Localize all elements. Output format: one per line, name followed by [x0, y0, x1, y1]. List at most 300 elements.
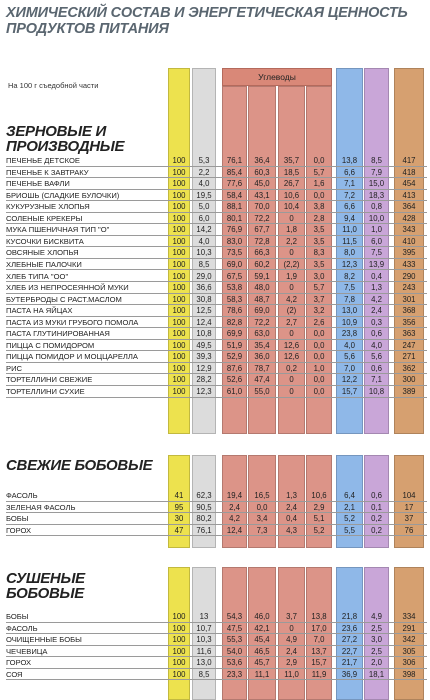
product-name: ПАСТА ГЛУТИНИРОВАННАЯ — [6, 329, 110, 339]
product-name: ПЕЧЕНЬЕ ДЕТСКОЕ — [6, 156, 80, 165]
cell-protein: 8,2 — [344, 271, 355, 281]
cell-starch: 72,2 — [254, 317, 270, 327]
cell-starch: 48,0 — [254, 283, 270, 293]
cell-reserve: 83,0 — [226, 236, 243, 246]
section-title: СВЕЖИЕ БОБОВЫЕ — [6, 457, 153, 474]
cell-water: 12,9 — [196, 363, 212, 373]
product-name: ГОРОХ — [6, 525, 32, 535]
cell-simple: 0 — [289, 375, 294, 385]
cell-protein: 11,0 — [342, 225, 357, 235]
cell-reserve: 53,8 — [226, 283, 243, 293]
cell-protein: 10,9 — [341, 317, 358, 327]
cell-fat: 5,6 — [371, 352, 382, 362]
cell-fat: 0,2 — [371, 525, 382, 535]
cell-water: 12,4 — [196, 317, 212, 327]
cell-simple: 12,6 — [283, 352, 300, 362]
cell-fiber: 10,6 — [311, 491, 327, 500]
cell-protein: 27,2 — [341, 635, 358, 645]
cell-kcal: 243 — [402, 283, 416, 293]
cell-protein: 6,6 — [344, 202, 355, 212]
cell-edible: 100 — [172, 658, 186, 668]
cell-edible: 100 — [172, 259, 186, 269]
cell-starch: 78,7 — [254, 363, 270, 373]
cell-reserve: 19,4 — [226, 491, 243, 500]
cell-simple: 0 — [289, 623, 294, 633]
cell-water: 5,0 — [198, 202, 210, 212]
cell-fiber: 1,6 — [313, 179, 325, 189]
cell-fiber: 3,8 — [313, 202, 325, 212]
table-row — [6, 374, 427, 386]
cell-simple: 2,9 — [286, 658, 297, 668]
cell-starch: 70,0 — [254, 202, 270, 212]
cell-fiber: 15,7 — [311, 658, 327, 668]
product-name: КУКУРУЗНЫЕ ХЛОПЬЯ — [6, 202, 90, 212]
cell-starch: 42,1 — [254, 623, 270, 633]
cell-water: 30,8 — [196, 294, 212, 304]
table-row — [6, 236, 427, 248]
cell-kcal: 454 — [402, 179, 416, 189]
cell-fiber: 17,0 — [311, 623, 327, 633]
cell-reserve: 76,1 — [226, 156, 243, 165]
table-row — [6, 623, 427, 635]
cell-edible: 95 — [174, 502, 184, 512]
cell-edible: 100 — [172, 190, 186, 200]
cell-simple: 0 — [289, 329, 294, 339]
cell-protein: 7,1 — [344, 179, 355, 189]
table-row — [6, 282, 427, 294]
cell-protein: 21,8 — [341, 612, 358, 621]
cell-fiber: 0,0 — [313, 387, 325, 396]
cell-kcal: 410 — [402, 236, 416, 246]
cell-protein: 6,6 — [344, 167, 355, 177]
cell-edible: 100 — [172, 340, 186, 350]
cell-simple: 1,3 — [286, 491, 297, 500]
cell-protein: 23,8 — [341, 329, 358, 339]
cell-protein: 12,3 — [341, 259, 358, 269]
cell-fat: 4,0 — [371, 340, 382, 350]
cell-water: 4,0 — [198, 236, 210, 246]
cell-starch: 47,4 — [254, 375, 270, 385]
cell-water: 28,2 — [196, 375, 212, 385]
table-row — [6, 363, 427, 375]
cell-edible: 100 — [172, 179, 186, 189]
cell-reserve: 69,9 — [226, 329, 243, 339]
cell-starch: 59,1 — [254, 271, 270, 281]
cell-starch: 45,0 — [254, 179, 270, 189]
cell-edible: 47 — [174, 525, 184, 535]
table-row — [6, 634, 427, 646]
cell-simple: 18,5 — [283, 167, 300, 177]
cell-fat: 2,4 — [371, 306, 382, 316]
cell-reserve: 61,0 — [226, 387, 243, 396]
cell-reserve: 67,5 — [226, 271, 243, 281]
cell-fiber: 5,7 — [313, 283, 325, 293]
cell-fat: 0,3 — [371, 317, 382, 327]
cell-fiber: 2,9 — [313, 502, 325, 512]
cell-fiber: 2,6 — [313, 317, 325, 327]
cell-edible: 100 — [172, 635, 186, 645]
cell-kcal: 398 — [402, 669, 416, 679]
cell-reserve: 80,1 — [226, 213, 243, 223]
cell-edible: 100 — [172, 167, 186, 177]
cell-simple: 1,8 — [286, 225, 297, 235]
cell-edible: 100 — [172, 294, 186, 304]
product-name: СОЯ — [6, 669, 23, 679]
cell-fat: 8,5 — [371, 156, 382, 165]
table-row — [6, 351, 427, 363]
cell-fiber: 3,7 — [313, 294, 325, 304]
cell-simple: 0 — [289, 387, 294, 396]
cell-protein: 23,6 — [341, 623, 358, 633]
cell-simple: 0 — [289, 248, 294, 258]
cell-reserve: 77,6 — [226, 179, 243, 189]
cell-water: 10,8 — [196, 329, 212, 339]
cell-starch: 55,0 — [254, 387, 270, 396]
product-name: ПЕЧЕНЬЕ К ЗАВТРАКУ — [6, 167, 89, 177]
product-name: СОЛЕНЫЕ КРЕКЕРЫ — [6, 213, 83, 223]
cell-fiber: 2,8 — [313, 213, 325, 223]
table-row — [6, 525, 427, 537]
cell-simple: 2,7 — [286, 317, 297, 327]
cell-water: 90,5 — [196, 502, 212, 512]
table-row — [6, 178, 427, 190]
cell-fat: 4,2 — [371, 294, 382, 304]
cell-starch: 69,0 — [254, 306, 270, 316]
product-name: ОВСЯНЫЕ ХЛОПЬЯ — [6, 248, 79, 258]
product-name: ПЕЧЕНЬЕ ВАФЛИ — [6, 179, 70, 189]
cell-fiber: 5,7 — [313, 167, 325, 177]
cell-protein: 15,7 — [341, 387, 358, 396]
cell-kcal: 305 — [402, 646, 416, 656]
table-row — [6, 224, 427, 236]
cell-fiber: 13,8 — [311, 612, 327, 621]
cell-kcal: 104 — [402, 491, 416, 500]
cell-fat: 15,0 — [368, 179, 385, 189]
cell-kcal: 433 — [402, 259, 416, 269]
cell-kcal: 290 — [402, 271, 416, 281]
cell-starch: 36,4 — [254, 156, 270, 165]
product-name: БРИОШЬ (СЛАДКИЕ БУЛОЧКИ) — [6, 190, 120, 200]
cell-reserve: 23,3 — [226, 669, 243, 679]
cell-water: 12,5 — [196, 306, 212, 316]
cell-reserve: 82,8 — [226, 317, 243, 327]
table-row — [6, 657, 427, 669]
cell-edible: 100 — [172, 213, 186, 223]
cell-fat: 10,0 — [368, 213, 385, 223]
table-row — [6, 201, 427, 213]
cell-protein: 7,8 — [344, 294, 355, 304]
cell-kcal: 76 — [404, 525, 414, 535]
table-row — [6, 669, 427, 681]
cell-reserve: 47,5 — [226, 623, 243, 633]
cell-kcal: 291 — [402, 623, 416, 633]
cell-fat: 0,2 — [371, 514, 382, 524]
cell-starch: 36,0 — [254, 352, 270, 362]
cell-fat: 13,9 — [368, 259, 385, 269]
cell-simple: 2,4 — [286, 502, 297, 512]
cell-reserve: 87,6 — [226, 363, 243, 373]
cell-edible: 100 — [172, 363, 186, 373]
cell-simple: 0 — [289, 213, 294, 223]
cell-fiber: 3,5 — [313, 259, 325, 269]
cell-starch: 45,4 — [254, 635, 270, 645]
cell-edible: 41 — [174, 491, 184, 500]
cell-protein: 7,2 — [344, 190, 355, 200]
cell-fiber: 0,0 — [313, 190, 325, 200]
cell-reserve: 88,1 — [226, 202, 243, 212]
cell-fiber: 3,2 — [313, 306, 325, 316]
cell-edible: 100 — [172, 283, 186, 293]
cell-simple: 11,0 — [284, 669, 299, 679]
cell-edible: 100 — [172, 225, 186, 235]
cell-edible: 30 — [174, 514, 184, 524]
cell-kcal: 362 — [402, 363, 416, 373]
cell-edible: 100 — [172, 646, 186, 656]
cell-fat: 6,0 — [371, 236, 382, 246]
cell-water: 5,3 — [198, 156, 210, 165]
cell-reserve: 2,4 — [229, 502, 240, 512]
cell-reserve: 73,5 — [226, 248, 243, 258]
section-title: СУШЕНЫЕ БОБОВЫЕ — [6, 570, 85, 602]
cell-kcal: 300 — [402, 375, 416, 385]
table-row — [6, 646, 427, 658]
cell-kcal: 301 — [402, 294, 416, 304]
cell-water: 12,3 — [196, 387, 212, 396]
table-row — [6, 317, 427, 329]
cell-simple: 1,9 — [286, 271, 297, 281]
cell-protein: 13,0 — [341, 306, 358, 316]
cell-water: 39,3 — [196, 352, 212, 362]
cell-kcal: 356 — [402, 317, 416, 327]
cell-fat: 1,3 — [371, 283, 382, 293]
cell-reserve: 54,3 — [226, 612, 243, 621]
table-row — [6, 611, 427, 623]
cell-reserve: 58,4 — [226, 190, 243, 200]
table-row — [6, 490, 427, 502]
table-row — [6, 328, 427, 340]
cell-protein: 11,5 — [342, 236, 357, 246]
cell-starch: 60,3 — [254, 167, 270, 177]
cell-kcal: 418 — [402, 167, 416, 177]
cell-edible: 100 — [172, 387, 186, 396]
cell-protein: 5,5 — [344, 525, 355, 535]
cell-starch: 67,7 — [254, 225, 270, 235]
cell-reserve: 53,6 — [226, 658, 243, 668]
cell-water: 19,5 — [196, 190, 212, 200]
cell-starch: 45,7 — [254, 658, 270, 668]
cell-kcal: 37 — [404, 514, 414, 524]
cell-starch: 7,3 — [256, 525, 268, 535]
table-row — [6, 167, 427, 179]
product-name: ТОРТЕЛЛИНИ СУХИЕ — [6, 387, 85, 396]
product-name: ГОРОХ — [6, 658, 32, 668]
cell-fat: 4,9 — [371, 612, 382, 621]
table-row — [6, 386, 427, 398]
cell-edible: 100 — [172, 202, 186, 212]
cell-reserve: 58,3 — [226, 294, 243, 304]
cell-water: 10,3 — [196, 635, 212, 645]
cell-protein: 5,2 — [344, 514, 355, 524]
cell-simple: 0,4 — [286, 514, 297, 524]
cell-fat: 10,8 — [368, 387, 385, 396]
cell-reserve: 51,9 — [226, 340, 243, 350]
cell-reserve: 85,4 — [226, 167, 243, 177]
cell-fiber: 3,0 — [313, 271, 325, 281]
cell-starch: 46,5 — [254, 646, 270, 656]
cell-fiber: 5,1 — [313, 514, 325, 524]
cell-fat: 7,1 — [371, 375, 382, 385]
cell-simple: 26,7 — [283, 179, 300, 189]
cell-water: 14,2 — [196, 225, 212, 235]
cell-protein: 13,8 — [341, 156, 358, 165]
cell-edible: 100 — [172, 156, 186, 165]
cell-water: 80,2 — [196, 514, 212, 524]
cell-starch: 60,2 — [254, 259, 270, 269]
cell-simple: (2) — [286, 306, 297, 316]
product-name: ПИЦЦА С ПОМИДОРОМ — [6, 340, 95, 350]
page-title: ХИМИЧЕСКИЙ СОСТАВ И ЭНЕРГЕТИЧЕСКАЯ ЦЕННОСТЬ ПРОДУКТОВ ПИТАНИЯ — [6, 5, 408, 37]
cell-fiber: 8,3 — [313, 248, 325, 258]
cell-water: 36,6 — [196, 283, 212, 293]
cell-fiber: 3,5 — [313, 236, 325, 246]
product-name: ХЛЕБ ТИПА "ОО" — [6, 271, 69, 281]
cell-water: 6,0 — [198, 213, 210, 223]
cell-fiber: 0,0 — [313, 340, 325, 350]
cell-edible: 100 — [172, 612, 186, 621]
product-name: КУСОЧКИ БИСКВИТА — [6, 236, 84, 246]
cell-kcal: 363 — [402, 329, 416, 339]
cell-starch: 43,1 — [254, 190, 270, 200]
cell-fat: 2,5 — [371, 646, 382, 656]
product-name: ПАСТА ИЗ МУКИ ГРУБОГО ПОМОЛА — [6, 317, 139, 327]
table-row — [6, 502, 427, 514]
cell-fiber: 0,0 — [313, 352, 325, 362]
cell-fiber: 13,7 — [311, 646, 327, 656]
cell-reserve: 78,6 — [226, 306, 243, 316]
cell-simple: 4,9 — [286, 635, 297, 645]
cell-protein: 8,0 — [344, 248, 355, 258]
cell-starch: 66,3 — [254, 248, 270, 258]
cell-water: 11,6 — [196, 646, 212, 656]
cell-fat: 7,9 — [371, 167, 382, 177]
cell-kcal: 342 — [402, 635, 416, 645]
cell-kcal: 389 — [402, 387, 416, 396]
cell-kcal: 334 — [402, 612, 416, 621]
cell-protein: 4,0 — [344, 340, 355, 350]
cell-simple: 2,2 — [286, 236, 297, 246]
table-row — [6, 190, 427, 202]
cell-fiber: 1,0 — [313, 363, 325, 373]
cell-fiber: 5,2 — [313, 525, 325, 535]
cell-simple: (2,2) — [283, 259, 300, 269]
cell-kcal: 343 — [402, 225, 416, 235]
cell-fat: 18,3 — [368, 190, 385, 200]
product-name: ХЛЕБНЫЕ ПАЛОЧКИ — [6, 259, 82, 269]
carbs-group-header: Углеводы — [222, 68, 332, 86]
cell-fat: 2,0 — [371, 658, 382, 668]
cell-kcal: 17 — [404, 502, 414, 512]
cell-fiber: 7,0 — [313, 635, 325, 645]
cell-fat: 7,5 — [371, 248, 382, 258]
cell-water: 8,5 — [198, 259, 210, 269]
product-name: ЧЕЧЕВИЦА — [6, 646, 48, 656]
cell-edible: 100 — [172, 271, 186, 281]
cell-starch: 3,4 — [256, 514, 268, 524]
cell-fat: 0,4 — [371, 271, 382, 281]
section-title: ЗЕРНОВЫЕ И ПРОИЗВОДНЫЕ — [6, 123, 125, 155]
cell-fat: 3,0 — [371, 635, 382, 645]
cell-kcal: 368 — [402, 306, 416, 316]
table-row — [6, 305, 427, 317]
product-name: МУКА ПШЕНИЧНАЯ ТИП "О" — [6, 225, 110, 235]
cell-kcal: 395 — [402, 248, 416, 258]
cell-fat: 0,6 — [371, 363, 382, 373]
cell-reserve: 54,0 — [226, 646, 243, 656]
cell-edible: 100 — [172, 236, 186, 246]
cell-water: 8,5 — [198, 669, 210, 679]
cell-kcal: 247 — [402, 340, 416, 350]
cell-water: 2,2 — [198, 167, 210, 177]
product-name: ФАСОЛЬ — [6, 623, 38, 633]
cell-kcal: 364 — [402, 202, 416, 212]
cell-fat: 0,8 — [371, 202, 382, 212]
cell-simple: 0 — [289, 283, 294, 293]
cell-fat: 18,1 — [368, 669, 385, 679]
cell-fat: 0,6 — [371, 329, 382, 339]
cell-simple: 10,4 — [283, 202, 300, 212]
product-name: ПАСТА НА ЯЙЦАХ — [6, 306, 73, 316]
cell-reserve: 52,6 — [226, 375, 243, 385]
product-name: ПИЦЦА ПОМИДОР И МОЦЦАРЕЛЛА — [6, 352, 138, 362]
product-name: БУТЕРБРОДЫ С РАСТ.МАСЛОМ — [6, 294, 122, 304]
cell-edible: 100 — [172, 248, 186, 258]
cell-kcal: 428 — [402, 213, 416, 223]
cell-water: 13,0 — [196, 658, 212, 668]
cell-protein: 2,1 — [344, 502, 355, 512]
cell-reserve: 55,3 — [226, 635, 243, 645]
cell-water: 76,1 — [196, 525, 212, 535]
cell-water: 62,3 — [196, 491, 212, 500]
cell-reserve: 69,0 — [226, 259, 243, 269]
cell-starch: 72,2 — [254, 213, 270, 223]
cell-fiber: 11,9 — [311, 669, 327, 679]
cell-reserve: 12,4 — [226, 525, 243, 535]
cell-kcal: 417 — [402, 156, 416, 165]
product-name: ОЧИЩЕННЫЕ БОБЫ — [6, 635, 82, 645]
product-name: ТОРТЕЛЛИНИ СВЕЖИЕ — [6, 375, 93, 385]
per-100g-note: На 100 г съедобной части — [8, 81, 99, 90]
product-name: ХЛЕБ ИЗ НЕПРОСЕЯННОЙ МУКИ — [6, 283, 129, 293]
cell-kcal: 413 — [402, 190, 416, 200]
cell-starch: 72,8 — [254, 236, 270, 246]
cell-starch: 63,0 — [254, 329, 270, 339]
cell-simple: 35,7 — [283, 156, 300, 165]
table-row — [6, 271, 427, 283]
cell-edible: 100 — [172, 317, 186, 327]
cell-protein: 22,7 — [341, 646, 358, 656]
cell-fat: 0,1 — [371, 502, 382, 512]
cell-simple: 10,6 — [283, 190, 300, 200]
cell-simple: 0,2 — [286, 363, 297, 373]
cell-edible: 100 — [172, 669, 186, 679]
product-name: БОБЫ — [6, 612, 29, 621]
table-row — [6, 259, 427, 271]
cell-simple: 4,3 — [286, 525, 297, 535]
cell-water: 10,7 — [196, 623, 212, 633]
cell-protein: 36,9 — [341, 669, 358, 679]
product-name: РИС — [6, 363, 23, 373]
cell-edible: 100 — [172, 623, 186, 633]
